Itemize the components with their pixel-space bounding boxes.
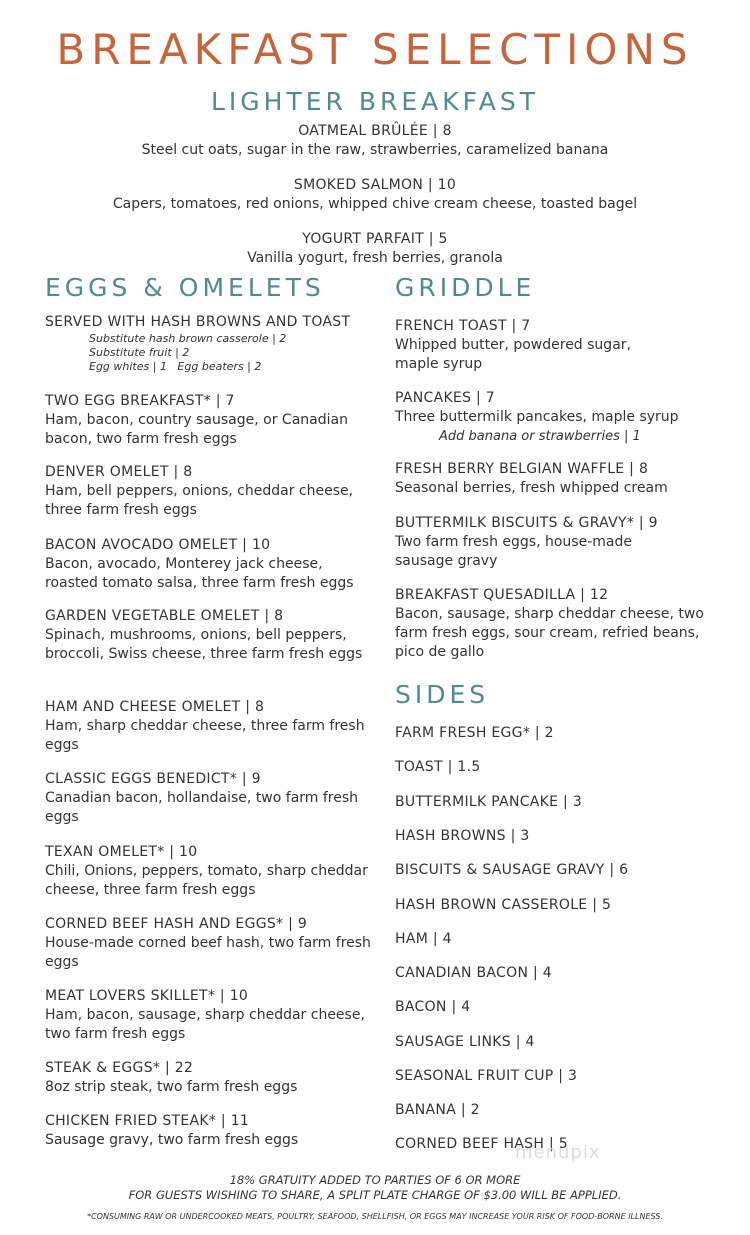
page-title: BREAKFAST SELECTIONS <box>56 25 694 74</box>
side-item: CANADIAN BACON | 4 <box>395 965 552 981</box>
menu-item <box>395 460 725 498</box>
menu-item <box>45 987 375 1044</box>
item-name: BUTTERMILK BISCUITS & GRAVY* | 9 <box>395 515 658 531</box>
item-name: OATMEAL BRÛLÉE | 8 <box>298 123 452 139</box>
side-item: HASH BROWN CASSEROLE | 5 <box>395 897 612 913</box>
menu-item <box>45 392 375 449</box>
item-description: Capers, tomatoes, red onions, whipped chive cream cheese, toasted bagel <box>112 196 638 212</box>
eggs-omelets-heading: EGGS & OMELETS <box>45 273 325 302</box>
menu-item <box>45 1112 375 1150</box>
menu-item <box>45 698 375 755</box>
item-note: Add banana or strawberries | 1 <box>439 429 641 444</box>
item-name: CORNED BEEF HASH AND EGGS* | 9 <box>45 916 308 932</box>
side-item: SAUSAGE LINKS | 4 <box>395 1034 535 1050</box>
item-description: Bacon, avocado, Monterey jack cheese, roasted tomato salsa, three farm fresh eggs <box>45 556 354 591</box>
side-item: HAM | 4 <box>395 931 452 947</box>
sides-heading: SIDES <box>395 680 490 709</box>
side-item: BUTTERMILK PANCAKE | 3 <box>395 794 583 810</box>
served-with-text: SERVED WITH HASH BROWNS AND TOAST <box>45 314 351 330</box>
item-description: Sausage gravy, two farm fresh eggs <box>45 1132 299 1148</box>
menu-item <box>45 915 375 972</box>
item-description: Ham, bacon, country sausage, or Canadian bacon, two farm fresh eggs <box>45 412 348 447</box>
item-name: HAM AND CHEESE OMELET | 8 <box>45 699 265 715</box>
item-description: Vanilla yogurt, fresh berries, granola <box>247 250 503 266</box>
food-safety-disclaimer: *CONSUMING RAW OR UNDERCOOKED MEATS, POULTRY, SEAFOOD, SHELLFISH, OR EGGS MAY INCREASE YOUR RISK OF FOOD-BORNE ILLNESS. <box>87 1212 663 1221</box>
menu-item <box>45 843 375 900</box>
substitution-note: Substitute fruit | 2 <box>89 346 190 359</box>
side-item: CORNED BEEF HASH | 5 <box>395 1136 568 1152</box>
lighter-breakfast-heading: LIGHTER BREAKFAST <box>211 87 539 116</box>
menu-item <box>395 514 725 571</box>
watermark: menupix <box>515 1142 601 1163</box>
item-name: MEAT LOVERS SKILLET* | 10 <box>45 988 249 1004</box>
item-description: Whipped butter, powdered sugar, maple syrup <box>395 337 631 372</box>
menu-item <box>45 536 375 593</box>
item-description: Canadian bacon, hollandaise, two farm fresh eggs <box>45 790 359 825</box>
side-item: BANANA | 2 <box>395 1102 480 1118</box>
item-description: Steel cut oats, sugar in the raw, strawberries, caramelized banana <box>141 142 609 158</box>
item-name: GARDEN VEGETABLE OMELET | 8 <box>45 608 284 624</box>
menu-item <box>45 770 375 827</box>
menu-item <box>45 607 375 664</box>
item-name: STEAK & EGGS* | 22 <box>45 1060 194 1076</box>
side-item: FARM FRESH EGG* | 2 <box>395 725 554 741</box>
griddle-heading: GRIDDLE <box>395 273 536 302</box>
item-description: Chili, Onions, peppers, tomato, sharp cheddar cheese, three farm fresh eggs <box>45 863 368 898</box>
item-description: Spinach, mushrooms, onions, bell peppers, broccoli, Swiss cheese, three farm fresh eggs <box>45 627 363 662</box>
item-name: FRENCH TOAST | 7 <box>395 318 531 334</box>
served-with-block <box>45 313 375 374</box>
menu-item <box>395 317 725 374</box>
menu-item <box>395 389 725 446</box>
item-name: TWO EGG BREAKFAST* | 7 <box>45 393 235 409</box>
item-description: Ham, bell peppers, onions, cheddar cheese, three farm fresh eggs <box>45 483 354 518</box>
item-name: PANCAKES | 7 <box>395 390 495 406</box>
menu-item <box>45 1059 375 1097</box>
item-description: Three buttermilk pancakes, maple syrup <box>395 409 679 425</box>
item-name: SMOKED SALMON | 10 <box>293 177 457 193</box>
split-plate-note: FOR GUESTS WISHING TO SHARE, A SPLIT PLATE CHARGE OF $3.00 WILL BE APPLIED. <box>128 1188 622 1202</box>
item-description: Seasonal berries, fresh whipped cream <box>395 480 668 496</box>
item-description: 8oz strip steak, two farm fresh eggs <box>45 1079 298 1095</box>
item-name: FRESH BERRY BELGIAN WAFFLE | 8 <box>395 461 649 477</box>
item-description: House-made corned beef hash, two farm fresh eggs <box>45 935 371 970</box>
item-name: BACON AVOCADO OMELET | 10 <box>45 537 271 553</box>
menu-item <box>0 230 750 268</box>
item-name: TEXAN OMELET* | 10 <box>45 844 198 860</box>
menu-item <box>0 176 750 214</box>
side-item: SEASONAL FRUIT CUP | 3 <box>395 1068 578 1084</box>
item-description: Ham, bacon, sausage, sharp cheddar cheese, two farm fresh eggs <box>45 1007 365 1042</box>
side-item: BISCUITS & SAUSAGE GRAVY | 6 <box>395 862 629 878</box>
item-description: Two farm fresh eggs, house-made sausage gravy <box>395 534 632 569</box>
menu-item <box>0 122 750 160</box>
item-name: CHICKEN FRIED STEAK* | 11 <box>45 1113 250 1129</box>
side-item: HASH BROWNS | 3 <box>395 828 530 844</box>
substitution-note: Substitute hash brown casserole | 2 <box>89 332 287 345</box>
substitution-note: Egg whites | 1 Egg beaters | 2 <box>89 360 262 373</box>
item-name: BREAKFAST QUESADILLA | 12 <box>395 587 609 603</box>
side-item: TOAST | 1.5 <box>395 759 481 775</box>
item-name: DENVER OMELET | 8 <box>45 464 193 480</box>
item-description: Ham, sharp cheddar cheese, three farm fresh eggs <box>45 718 365 753</box>
menu-item <box>395 586 725 662</box>
item-name: YOGURT PARFAIT | 5 <box>302 231 448 247</box>
side-item: BACON | 4 <box>395 999 471 1015</box>
gratuity-note: 18% GRATUITY ADDED TO PARTIES OF 6 OR MORE <box>229 1173 521 1187</box>
item-name: CLASSIC EGGS BENEDICT* | 9 <box>45 771 261 787</box>
menu-item <box>45 463 375 520</box>
item-description: Bacon, sausage, sharp cheddar cheese, two farm fresh eggs, sour cream, refried beans, pico de gallo <box>395 606 704 660</box>
